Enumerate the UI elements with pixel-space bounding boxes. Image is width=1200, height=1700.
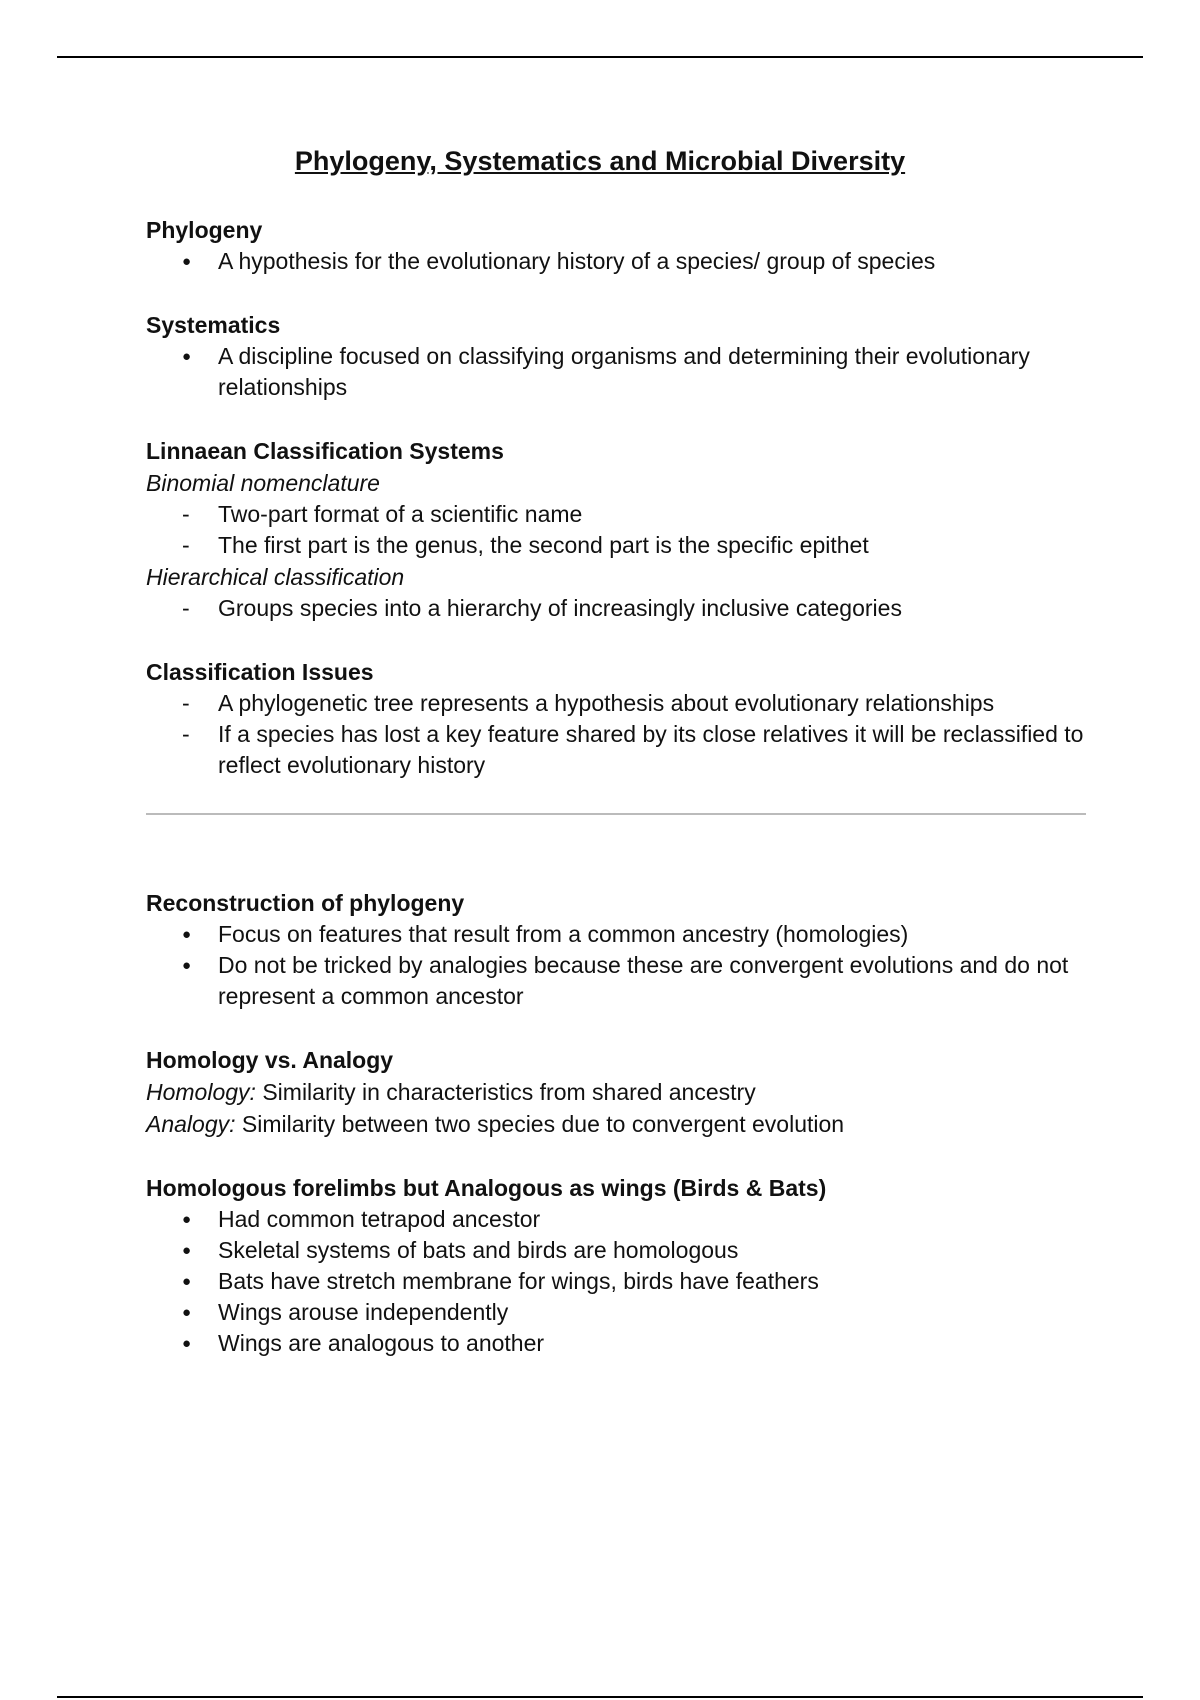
list-item: - Groups species into a hierarchy of increasingly inclusive categories [146, 593, 1096, 624]
document-body [146, 214, 1096, 1391]
list-item: ● Focus on features that result from a common ancestry (homologies) [146, 919, 1096, 950]
homology-definition [146, 1076, 1096, 1108]
term: Homology: [146, 1079, 256, 1105]
dash-list [146, 593, 1096, 624]
bullet-list [146, 246, 1096, 277]
list-item: - Two-part format of a scientific name [146, 499, 1096, 530]
page-top-rule [57, 56, 1143, 58]
section-phylogeny [146, 214, 1096, 277]
list-item: - A phylogenetic tree represents a hypothesis about evolutionary relationships [146, 688, 1096, 719]
dash-list [146, 688, 1096, 781]
list-item: ● Wings arouse independently [146, 1297, 1096, 1328]
dash-list [146, 499, 1096, 561]
bullet-list [146, 919, 1096, 1012]
section-reconstruction [146, 887, 1096, 1012]
list-item: ● Bats have stretch membrane for wings, birds have feathers [146, 1266, 1096, 1297]
section-heading: Classification Issues [146, 659, 374, 685]
section-classification-issues [146, 656, 1096, 781]
section-forelimbs [146, 1172, 1096, 1359]
list-item: ● A discipline focused on classifying organisms and determining their evolutionary relationships [146, 341, 1096, 403]
document-title: Phylogeny, Systematics and Microbial Diversity [294, 146, 906, 176]
section-homology-analogy [146, 1044, 1096, 1140]
list-item: - The first part is the genus, the second part is the specific epithet [146, 530, 1096, 561]
bullet-list [146, 1204, 1096, 1359]
subheading-binomial: Binomial nomenclature [146, 470, 380, 496]
section-heading: Homologous forelimbs but Analogous as wings (Birds & Bats) [146, 1175, 827, 1201]
definition: Similarity between two species due to convergent evolution [235, 1111, 845, 1137]
list-item: ● Skeletal systems of bats and birds are homologous [146, 1235, 1096, 1266]
section-heading: Homology vs. Analogy [146, 1047, 394, 1073]
section-heading: Systematics [146, 312, 281, 338]
term: Analogy: [146, 1111, 236, 1137]
section-heading: Reconstruction of phylogeny [146, 890, 465, 916]
list-item: ● Wings are analogous to another [146, 1328, 1096, 1359]
bullet-list [146, 341, 1096, 403]
section-systematics [146, 309, 1096, 403]
analogy-definition [146, 1108, 1096, 1140]
horizontal-divider [146, 813, 1086, 815]
list-item: - If a species has lost a key feature shared by its close relatives it will be reclassified to reflect evolutionary history [146, 719, 1096, 781]
section-heading: Phylogeny [146, 217, 263, 243]
list-item: ● A hypothesis for the evolutionary history of a species/ group of species [146, 246, 1096, 277]
section-heading: Linnaean Classification Systems [146, 438, 504, 464]
section-linnaean [146, 435, 1096, 624]
list-item: ● Had common tetrapod ancestor [146, 1204, 1096, 1235]
list-item: ● Do not be tricked by analogies because these are convergent evolutions and do not represent a common ancestor [146, 950, 1096, 1012]
subheading-hierarchical: Hierarchical classification [146, 564, 405, 590]
definition: Similarity in characteristics from shared ancestry [255, 1079, 756, 1105]
page-bottom-rule [57, 1696, 1143, 1698]
